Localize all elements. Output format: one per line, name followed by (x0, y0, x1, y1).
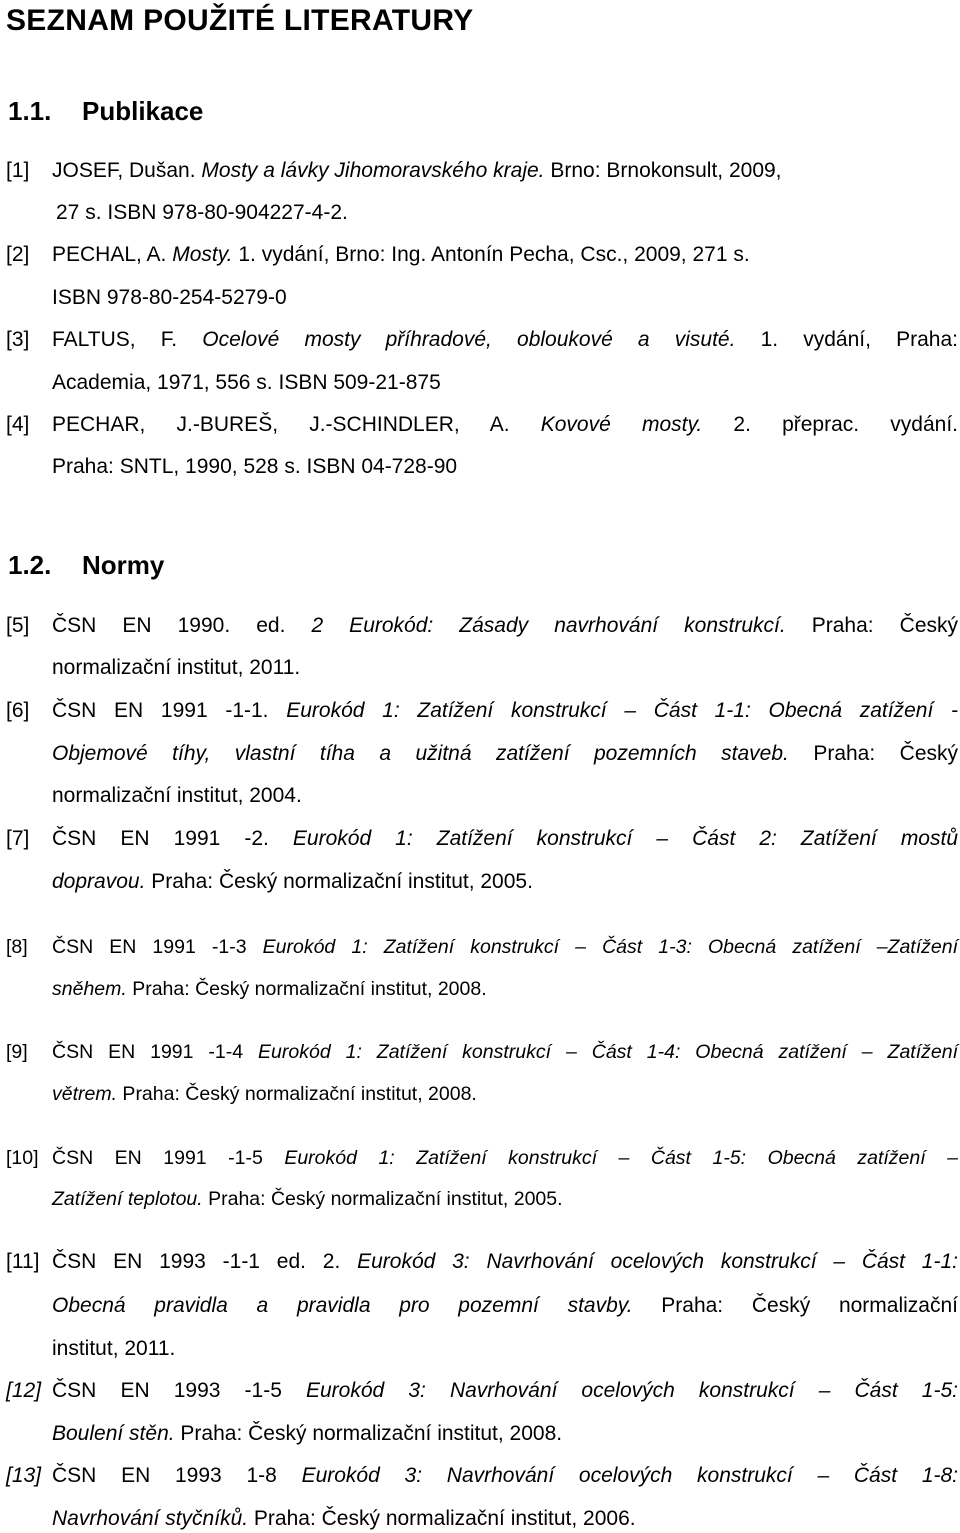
reference-title-text: větrem. (52, 1083, 118, 1105)
reference-line (52, 1080, 477, 1108)
reference-text: JOSEF, Dušan. (52, 159, 202, 182)
section-label: Publikace (82, 96, 204, 126)
reference-index: [8] (6, 936, 28, 958)
reference-text: ČSN EN 1991 -1-5 (52, 1147, 285, 1169)
reference-title-text: Eurokód 3: Navrhování ocelových konstrukcí – Část 1-5: (306, 1379, 958, 1402)
reference-title-text: Obecná pravidla a pravidla pro pozemní stavby. (52, 1294, 633, 1317)
reference-title-text: Kovové mosty. (540, 413, 703, 436)
reference-title-text: Navrhování styčníků. (52, 1507, 249, 1530)
reference-line (52, 453, 457, 481)
reference-title-text: Mosty a lávky Jihomoravského kraje. (201, 159, 545, 182)
reference-title-text: Ocelové mosty příhradové, obloukové a visuté. (202, 328, 736, 351)
reference-text: Praha: Český normalizační institut, 2006. (248, 1507, 636, 1530)
reference-title-text: Zatížení teplotou. (52, 1188, 203, 1210)
reference-index: [12] (6, 1379, 42, 1402)
reference-title-text: Boulení stěn. (52, 1422, 175, 1445)
reference-text: FALTUS, F. (52, 328, 203, 351)
reference-text: ISBN 978-80-254-5279-0 (52, 286, 287, 309)
reference-line (52, 326, 958, 354)
section-label: Normy (82, 550, 165, 580)
reference-line (52, 1505, 636, 1533)
section-number: 1.1. (8, 96, 52, 126)
reference-text: 1. vydání, Brno: Ing. Antonín Pecha, Csc., 2009, 271 s. (232, 243, 750, 266)
reference-text: ČSN EN 1990. ed. (52, 614, 312, 637)
reference-text: ČSN EN 1993 1-8 (52, 1464, 302, 1487)
reference-line (56, 199, 348, 227)
reference-title-text: Eurokód 1: Zatížení konstrukcí – Část 1-1: Obecná zatížení - (286, 699, 958, 722)
reference-text: PECHAL, A. (52, 243, 173, 266)
reference-text: Praha: Český normalizační institut, 2008. (117, 1083, 477, 1105)
reference-text: ČSN EN 1991 -1-3 (52, 936, 263, 958)
section-heading-publikace (8, 96, 203, 127)
reference-line (52, 1038, 958, 1066)
reference-index: [1] (6, 159, 30, 182)
reference-index: [4] (6, 413, 30, 436)
reference-title-text: dopravou. (52, 870, 146, 893)
reference-line (52, 1377, 958, 1405)
reference-index: [6] (6, 699, 30, 722)
reference-line (52, 612, 958, 640)
reference-line (52, 975, 487, 1003)
reference-text: Praha: Český normalizační institut, 2008. (126, 978, 487, 1000)
reference-index: [10] (6, 1147, 39, 1169)
reference-text: Academia, 1971, 556 s. ISBN 509-21-875 (52, 371, 441, 394)
reference-text: institut, 2011. (52, 1337, 176, 1360)
reference-title-text: 2 Eurokód: Zásady navrhování konstrukcí. (311, 614, 786, 637)
reference-text: 1. vydání, Praha: (735, 328, 958, 351)
reference-title-text: Mosty. (172, 243, 233, 266)
reference-text: PECHAR, J.-BUREŠ, J.-SCHINDLER, A. (52, 413, 541, 436)
reference-index: [7] (6, 827, 30, 850)
reference-title-text: Eurokód 1: Zatížení konstrukcí – Část 1-4: Obecná zatížení – Zatížení (258, 1041, 958, 1063)
reference-title-text: Eurokód 1: Zatížení konstrukcí – Část 2: Zatížení mostů (292, 827, 959, 850)
reference-line (52, 411, 958, 439)
reference-line (52, 1462, 958, 1490)
reference-index: [9] (6, 1041, 28, 1063)
reference-title-text: Eurokód 3: Navrhování ocelových konstrukcí – Část 1-8: (301, 1464, 959, 1487)
reference-index: [13] (6, 1464, 42, 1487)
section-number: 1.2. (8, 550, 52, 580)
reference-line (52, 825, 958, 853)
reference-text: ČSN EN 1991 -1-4 (52, 1041, 259, 1063)
reference-text: ČSN EN 1993 -1-1 ed. 2. (52, 1250, 358, 1273)
reference-title-text: Eurokód 3: Navrhování ocelových konstrukcí – Část 1-1: (357, 1250, 958, 1273)
reference-line (52, 654, 300, 682)
reference-text: Praha: Český (785, 614, 959, 637)
reference-text: ČSN EN 1993 -1-5 (52, 1379, 306, 1402)
reference-line (52, 740, 958, 768)
reference-text: normalizační institut, 2011. (52, 656, 301, 679)
reference-line (52, 1292, 958, 1320)
reference-title-text: sněhem. (52, 978, 127, 1000)
reference-index: [3] (6, 328, 30, 351)
reference-text: Praha: Český normalizační institut, 2008. (174, 1422, 563, 1445)
reference-line (52, 1185, 563, 1213)
reference-line (52, 241, 750, 269)
reference-text: Praha: Český normalizační institut, 2005. (202, 1188, 563, 1210)
reference-index: [2] (6, 243, 30, 266)
section-heading-normy (8, 550, 164, 581)
reference-text: Praha: Český normalizační (632, 1294, 958, 1317)
reference-title-text: Eurokód 1: Zatížení konstrukcí – Část 1-3: Obecná zatížení –Zatížení (262, 936, 958, 958)
reference-title-text: Eurokód 1: Zatížení konstrukcí – Část 1-5: Obecná zatížení – (284, 1147, 959, 1169)
reference-line (52, 157, 910, 185)
reference-text: normalizační institut, 2004. (52, 784, 302, 807)
reference-index: [11] (6, 1250, 40, 1273)
reference-text: ČSN EN 1991 -1-1. (52, 699, 287, 722)
reference-line (52, 782, 302, 810)
reference-line (52, 697, 958, 725)
page-title: SEZNAM POUŽITÉ LITERATURY (6, 4, 474, 37)
reference-line (52, 933, 958, 961)
reference-text: 2. přeprac. vydání. (702, 413, 958, 436)
reference-title-text: Objemové tíhy, vlastní tíha a užitná zatížení pozemních staveb. (52, 742, 789, 765)
reference-line (52, 284, 287, 312)
reference-text: Praha: Český normalizační institut, 2005. (145, 870, 533, 893)
reference-index: [5] (6, 614, 30, 637)
reference-line (52, 369, 441, 397)
reference-text: Praha: SNTL, 1990, 528 s. ISBN 04-728-90 (52, 455, 458, 478)
reference-line (52, 1248, 958, 1276)
reference-line (52, 1420, 562, 1448)
reference-line (52, 1335, 175, 1363)
reference-text: ČSN EN 1991 -2. (52, 827, 293, 850)
reference-text: Brno: Brnokonsult, 2009, (544, 159, 782, 182)
reference-text: 27 s. ISBN 978-80-904227-4-2. (56, 201, 348, 224)
reference-line (52, 868, 533, 896)
reference-text: Praha: Český (788, 742, 958, 765)
reference-line (52, 1144, 958, 1172)
